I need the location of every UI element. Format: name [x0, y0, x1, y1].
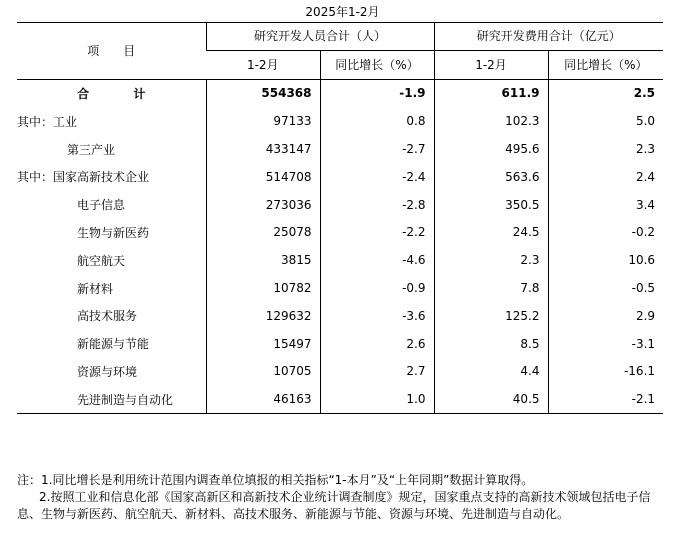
rd-statistics-table: [17, 22, 663, 414]
table-row: [17, 135, 663, 163]
personnel-value: 3815: [206, 246, 320, 274]
personnel-yoy: -3.6: [320, 302, 434, 330]
table-row: [17, 219, 663, 247]
personnel-yoy: 1.0: [320, 385, 434, 413]
expenditure-yoy: 10.6: [548, 246, 663, 274]
header-rd-expenditure: 研究开发费用合计（亿元）: [434, 22, 663, 50]
personnel-value: 514708: [206, 163, 320, 191]
expenditure-value: 40.5: [434, 385, 548, 413]
header-rd-personnel: 研究开发人员合计（人）: [206, 22, 434, 50]
table-caption: 2025年1-2月: [305, 5, 380, 19]
personnel-yoy: -2.2: [320, 219, 434, 247]
personnel-yoy: -2.8: [320, 191, 434, 219]
header-personnel-yoy: 同比增长（%）: [320, 50, 434, 79]
personnel-value: 15497: [206, 330, 320, 358]
row-label: 生物与新医药: [77, 225, 150, 240]
expenditure-value: 350.5: [434, 191, 548, 219]
table-row: [17, 246, 663, 274]
personnel-yoy: -2.4: [320, 163, 434, 191]
note-2: 2.按照工业和信息化部《国家高新区和高新技术企业统计调查制度》规定，国家重点支持的高新技术领域包括电子信息、生物与新医药、航空航天、新材料、高技术服务、新能源与节能、资源与环境、先进制造与自动化。: [17, 490, 651, 521]
personnel-yoy: 0.8: [320, 107, 434, 135]
personnel-value: 46163: [206, 385, 320, 413]
table-row: [17, 330, 663, 358]
row-label: 第三产业: [67, 142, 116, 157]
expenditure-yoy: -16.1: [548, 358, 663, 386]
personnel-yoy: -0.9: [320, 274, 434, 302]
expenditure-value: 495.6: [434, 135, 548, 163]
row-label: 高技术服务: [77, 309, 138, 324]
personnel-yoy: 2.6: [320, 330, 434, 358]
personnel-value: 10705: [206, 358, 320, 386]
expenditure-value: 8.5: [434, 330, 548, 358]
expenditure-value: 102.3: [434, 107, 548, 135]
personnel-yoy: -1.9: [320, 79, 434, 107]
personnel-value: 433147: [206, 135, 320, 163]
expenditure-value: 4.4: [434, 358, 548, 386]
table-row: [17, 358, 663, 386]
note-1: 注：1.同比增长是利用统计范围内调查单位填报的相关指标“1-本月”及“上年同期”数据计算取得。: [17, 473, 534, 487]
personnel-value: 554368: [206, 79, 320, 107]
table-row: [17, 107, 663, 135]
header-personnel-period: 1-2月: [206, 50, 320, 79]
table-row: [17, 274, 663, 302]
row-label: 其中：工业: [17, 114, 78, 129]
expenditure-yoy: 2.3: [548, 135, 663, 163]
personnel-yoy: -4.6: [320, 246, 434, 274]
personnel-value: 129632: [206, 302, 320, 330]
table-row: [17, 191, 663, 219]
expenditure-value: 7.8: [434, 274, 548, 302]
row-label: 航空航天: [77, 253, 126, 268]
expenditure-yoy: -2.1: [548, 385, 663, 413]
expenditure-value: 611.9: [434, 79, 548, 107]
header-expenditure-period: 1-2月: [434, 50, 548, 79]
table-row: [17, 163, 663, 191]
expenditure-value: 125.2: [434, 302, 548, 330]
expenditure-yoy: -3.1: [548, 330, 663, 358]
header-expenditure-yoy: 同比增长（%）: [548, 50, 663, 79]
expenditure-yoy: 5.0: [548, 107, 663, 135]
expenditure-value: 2.3: [434, 246, 548, 274]
table-row: [17, 302, 663, 330]
row-label: 电子信息: [77, 198, 126, 213]
personnel-value: 10782: [206, 274, 320, 302]
row-label: 合 计: [77, 86, 166, 101]
personnel-value: 273036: [206, 191, 320, 219]
header-item: 项 目: [17, 22, 206, 79]
personnel-yoy: 2.7: [320, 358, 434, 386]
expenditure-yoy: 2.5: [548, 79, 663, 107]
expenditure-value: 563.6: [434, 163, 548, 191]
expenditure-yoy: -0.2: [548, 219, 663, 247]
row-label: 新能源与节能: [77, 337, 150, 352]
row-label: 先进制造与自动化: [17, 385, 206, 413]
expenditure-value: 24.5: [434, 219, 548, 247]
expenditure-yoy: 2.4: [548, 163, 663, 191]
table-row-total: [17, 79, 663, 107]
expenditure-yoy: 3.4: [548, 191, 663, 219]
expenditure-yoy: 2.9: [548, 302, 663, 330]
expenditure-yoy: -0.5: [548, 274, 663, 302]
row-label: 其中：国家高新技术企业: [17, 170, 150, 185]
row-label: 新材料: [77, 281, 114, 296]
table-notes: [17, 472, 667, 523]
personnel-value: 97133: [206, 107, 320, 135]
personnel-value: 25078: [206, 219, 320, 247]
row-label: 资源与环境: [77, 364, 138, 379]
table-row: [17, 385, 663, 413]
personnel-yoy: -2.7: [320, 135, 434, 163]
